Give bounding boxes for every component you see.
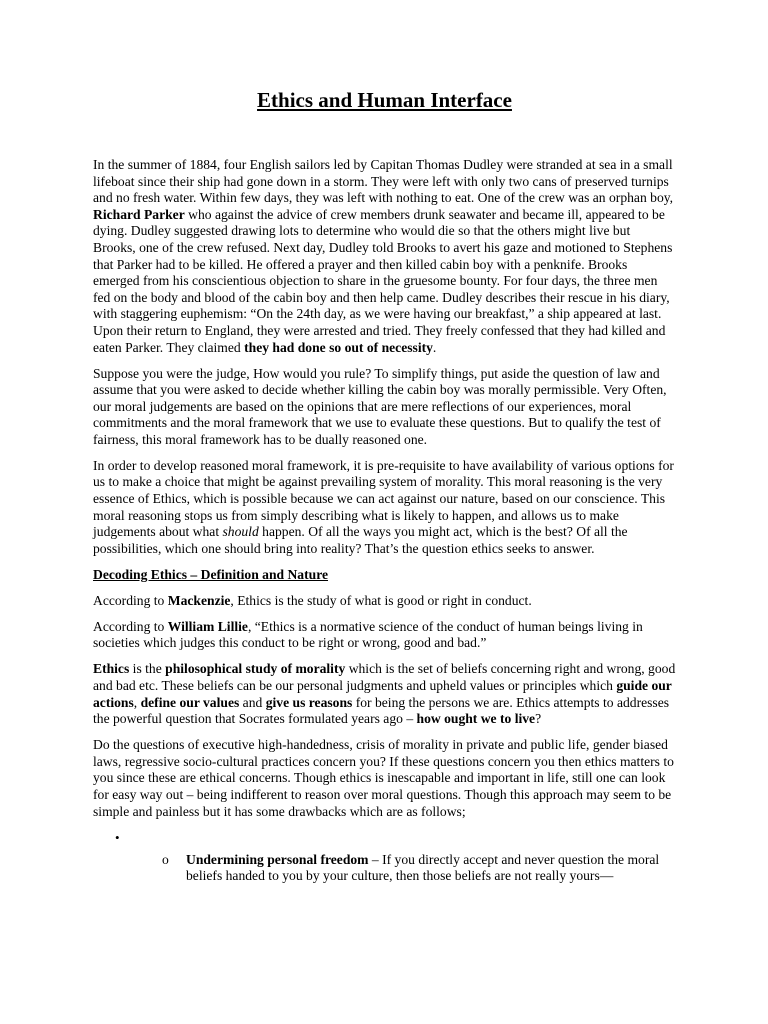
text-span: According to — [93, 618, 168, 634]
text-span: is the — [129, 661, 166, 677]
text-span: which is the set of beliefs concerning right and wrong, good and bad etc. These beliefs can be our personal judgments and upheld values or principles which — [93, 661, 676, 693]
paragraph-judge-question: Suppose you were the judge, How would you rule? To simplify things, put aside the question of law and assume that you were asked to decide whether killing the cabin boy was morally permissible. Very Often, our moral judgements are based on the opinions that are mere reflections of our experiences, moral commitments and the moral framework that we use to evaluate these questions. But to qualify the test of fairness, this moral framework has to be dually reasoned one. — [93, 365, 667, 447]
text-span: , — [133, 694, 141, 710]
bold-text: Richard Parker — [93, 206, 185, 222]
document-page — [93, 86, 676, 885]
bold-text: they had done so out of necessity — [244, 339, 433, 355]
section-heading: Decoding Ethics – Definition and Nature — [93, 566, 329, 582]
sub-list-item — [162, 851, 676, 885]
bold-text: William Lillie — [167, 618, 248, 634]
text-span: , “Ethics is a normative science of the conduct of human beings living in societies which judges this conduct to be right or wrong, good and bad.” — [93, 618, 643, 651]
bold-text: philosophical study of morality — [165, 661, 346, 677]
sub-bullet-icon: o — [162, 851, 169, 867]
text-span: – If you directly accept and never question the moral beliefs handed to you by your culture, then those beliefs are not really yours— — [186, 851, 660, 884]
italic-text: should — [222, 524, 259, 540]
paragraph-dudley-story — [93, 157, 676, 356]
bold-text: give us reasons — [265, 694, 353, 710]
text-span: In order to develop reasoned moral framework, it is pre-requisite to have availability of various options for us to make a choice that might be against prevailing system of morality. This moral reasoning is the very essence of Ethics, which is possible because we can act against our nature, based on our conscience. This moral reasoning stops us from simply describing what is likely to happen, and allows us to make judgements about what — [93, 457, 674, 540]
bold-text: how ought we to live — [416, 711, 536, 727]
bold-text: Mackenzie — [167, 592, 231, 608]
bullet-list-item — [93, 830, 676, 848]
bold-text: guide our actions — [93, 677, 672, 710]
text-span: According to — [93, 592, 168, 608]
paragraph-mackenzie — [93, 593, 676, 610]
text-span: , Ethics is the study of what is good or right in conduct. — [230, 592, 532, 608]
text-span: who against the advice of crew members drunk seawater and became ill, appeared to be dying. Dudley suggested drawing lots to determine who would die so that the others might live but Brooks, one of the crew refused. Next day, Dudley told Brooks to avert his gaze and motioned to Stephens that Parker had to be killed. He offered a prayer and then killed cabin boy with a penknife. Brooks emerged from his conscientious objection to share in the gruesome bounty. For four days, the three men fed on the body and blood of the cabin boy and then help came. Dudley describes their rescue in his diary, with staggering euphemism: “On the 24th day, as we were having our breakfast,” a ship appeared at last. Upon their return to England, they were arrested and tried. They freely confessed that they had killed and eaten Parker. They claimed — [93, 206, 673, 355]
paragraph-moral-reasoning — [93, 458, 676, 558]
bold-text: Undermining personal freedom — [186, 851, 369, 867]
text-span: and — [239, 694, 266, 710]
bold-text: define our values — [140, 694, 240, 710]
text-span: . — [432, 339, 437, 355]
bullet-icon: • — [115, 829, 120, 845]
text-span: for being the persons we are. Ethics attempts to addresses the powerful question that Socrates formulated years ago – — [93, 694, 670, 727]
paragraph-ethical-concerns: Do the questions of executive high-handedness, crisis of morality in private and public life, gender biased laws, regressive socio-cultural practices concern you? If these questions concern you then ethics matters to you since these are ethical concerns. Though ethics is inescapable and important in life, still one can look for easy way out – being indifferent to reason over moral questions. Though this approach may seem to be simple and painless but it has some drawbacks which are as follows; — [93, 737, 674, 819]
bold-text: Ethics — [93, 661, 130, 677]
paragraph-lillie — [93, 619, 676, 652]
text-span: In the summer of 1884, four English sailors led by Capitan Thomas Dudley were stranded at sea in a small lifeboat since their ship had gone down in a storm. They were left with only two cans of preserved turnips and no fresh water. Within few days, they was left with nothing to eat. One of the crew was an orphan boy, — [93, 157, 674, 206]
text-span: happen. Of all the ways you might act, which is the best? Of all the possibilities, which one should bring into reality? That’s the question ethics seeks to answer. — [93, 524, 628, 556]
text-span: ? — [535, 711, 542, 727]
paragraph-ethics-definition — [93, 661, 676, 727]
document-title: Ethics and Human Interface — [257, 88, 512, 112]
